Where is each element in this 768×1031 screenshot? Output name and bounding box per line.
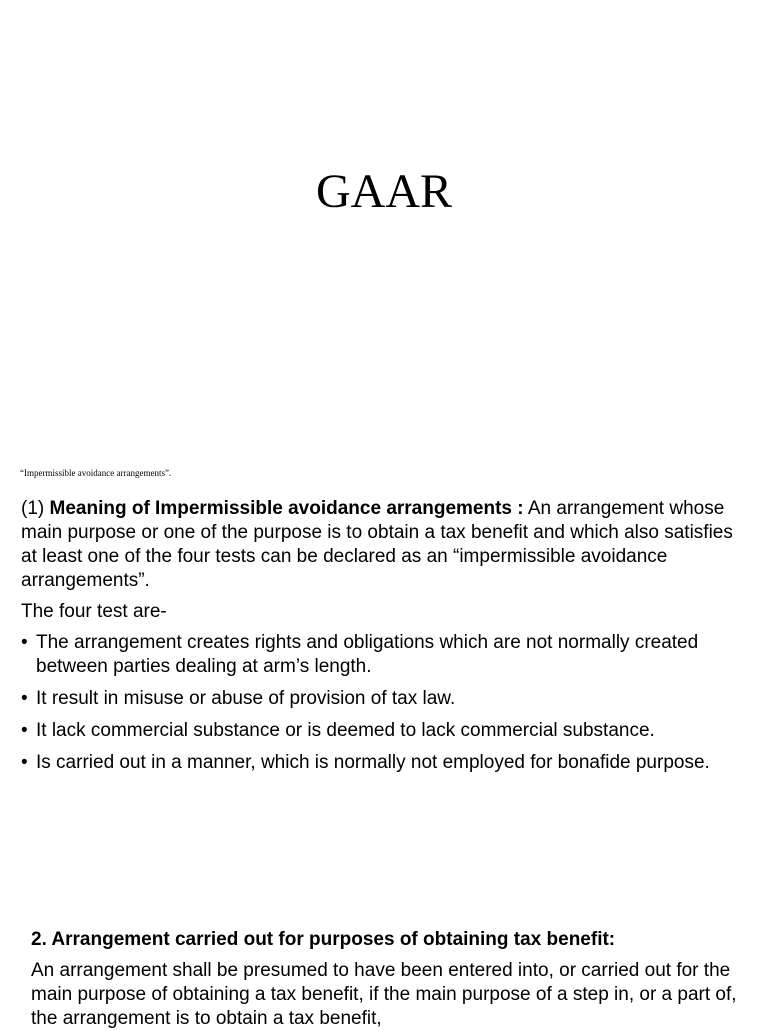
- definition-paragraph: [21, 497, 751, 593]
- list-item-text: It result in misuse or abuse of provision of tax law.: [36, 688, 456, 709]
- section-heading: 2. Arrangement carried out for purposes of obtaining tax benefit:: [31, 929, 616, 950]
- section-impermissible-arrangements: [21, 497, 751, 783]
- bullet-icon: •: [21, 720, 28, 741]
- list-item: [21, 687, 751, 711]
- list-item-text: It lack commercial substance or is deemed to lack commercial substance.: [36, 720, 655, 741]
- definition-heading: Meaning of Impermissible avoidance arrangements :: [49, 498, 524, 519]
- list-item-text: Is carried out in a manner, which is normally not employed for bonafide purpose.: [36, 752, 710, 773]
- bullet-icon: •: [21, 688, 28, 709]
- section-body: An arrangement shall be presumed to have been entered into, or carried out for the main purpose of obtaining a tax benefit, if the main purpose of a step in, or a part of, the arrangement is to obtain a tax benefit,: [31, 960, 737, 1029]
- bullet-icon: •: [21, 752, 28, 773]
- caption-text: “Impermissible avoidance arrangements”.: [20, 468, 172, 478]
- list-item: [21, 631, 751, 679]
- four-tests-intro: The four test are-: [21, 601, 167, 622]
- list-item: [21, 719, 751, 743]
- list-item-text: The arrangement creates rights and obligations which are not normally created between parties dealing at arm’s length.: [36, 632, 699, 677]
- section-tax-benefit-arrangement: [31, 928, 751, 1031]
- bullet-icon: •: [21, 632, 28, 653]
- paragraph-number: (1): [21, 498, 50, 519]
- definition-text: An arrangement whose main purpose or one of the purpose is to obtain a tax benefit and which also satisfies at least one of the four tests can be declared as an “impermissible avoidance arrangements”.: [21, 498, 733, 591]
- slide-title: GAAR: [315, 165, 452, 218]
- list-item: [21, 751, 751, 775]
- four-tests-list: [21, 631, 751, 775]
